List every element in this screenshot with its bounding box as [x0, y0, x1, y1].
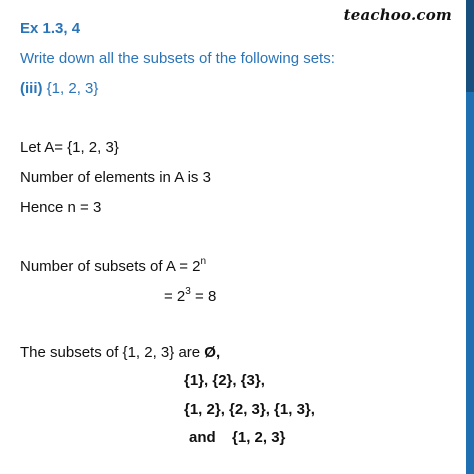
- calc-text: = 2: [164, 288, 186, 305]
- exercise-title: Ex 1.3, 4: [20, 20, 81, 37]
- solution-line-count: Number of elements in A is 3: [20, 169, 211, 186]
- calc-exponent: 3: [185, 286, 191, 297]
- subsets-singletons: {1}, {2}, {3},: [184, 372, 265, 389]
- formula-text: Number of subsets of A = 2: [20, 258, 201, 275]
- question-part: [20, 80, 98, 98]
- brand-logo: teachoo.com: [343, 6, 452, 24]
- solution-line-calc: [164, 288, 216, 306]
- solution-line-subsets: [20, 344, 220, 362]
- side-accent-bar-top: [466, 0, 474, 92]
- solution-line-n: Hence n = 3: [20, 199, 102, 216]
- solution-line-let: Let A= {1, 2, 3}: [20, 139, 119, 156]
- subsets-pairs: {1, 2}, {2, 3}, {1, 3},: [184, 401, 315, 418]
- calc-result: = 8: [190, 288, 217, 305]
- and-word: and: [189, 429, 216, 446]
- subsets-intro: The subsets of {1, 2, 3} are: [20, 344, 205, 361]
- empty-set: Ø,: [204, 344, 221, 361]
- part-set: {1, 2, 3}: [46, 80, 99, 97]
- part-label: (iii): [20, 80, 43, 97]
- question-text: Write down all the subsets of the following sets:: [20, 50, 335, 67]
- subsets-full: [189, 429, 285, 447]
- formula-exponent: n: [200, 256, 207, 267]
- solution-line-formula: [20, 258, 206, 276]
- full-set: {1, 2, 3}: [232, 429, 286, 446]
